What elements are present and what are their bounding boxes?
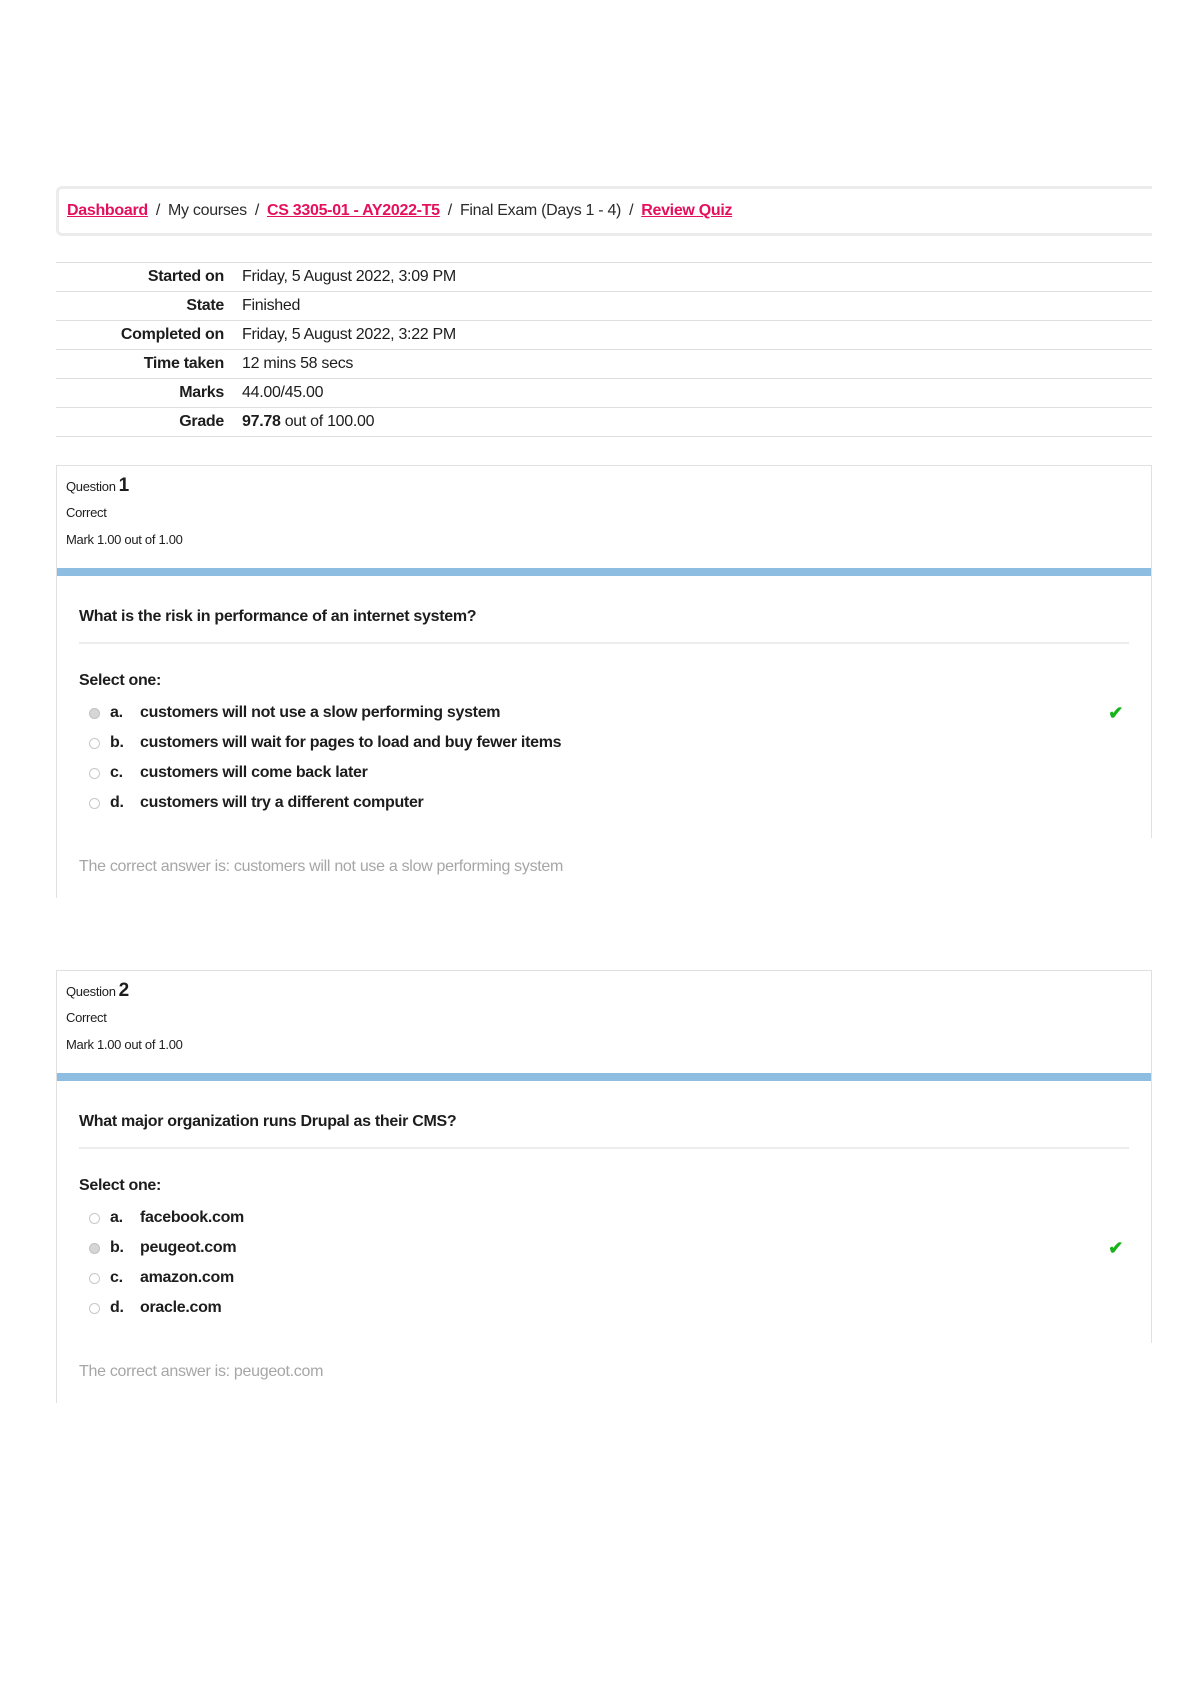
- quiz-review-page: [56, 186, 1152, 1403]
- question-content: [56, 1073, 1152, 1343]
- answer-letter: a.: [110, 704, 123, 721]
- summary-label: Time taken: [143, 355, 224, 372]
- answer-letter: d.: [110, 794, 124, 811]
- answer-option-d[interactable]: [79, 1293, 1129, 1323]
- question-1: [56, 465, 1152, 898]
- summary-value: [242, 408, 1152, 437]
- grade-score: 97.78: [242, 413, 281, 430]
- answer-letter: b.: [110, 734, 124, 751]
- question-number-value: 1: [118, 475, 129, 496]
- answer-option-a[interactable]: [79, 1203, 1129, 1233]
- question-body: [57, 576, 1151, 838]
- question-number-value: 2: [118, 980, 129, 1001]
- breadcrumb-review-quiz-link[interactable]: Review Quiz: [641, 202, 733, 219]
- question-mark: Mark 1.00 out of 1.00: [66, 532, 183, 547]
- question-feedback: The correct answer is: customers will not use a slow performing system: [56, 838, 1152, 898]
- summary-value: Friday, 5 August 2022, 3:09 PM: [242, 268, 456, 285]
- breadcrumb-final-exam: Final Exam (Days 1 - 4): [459, 202, 622, 219]
- question-divider: [79, 1147, 1129, 1149]
- radio-icon[interactable]: [89, 798, 100, 809]
- breadcrumb-separator: /: [155, 202, 161, 219]
- question-feedback: The correct answer is: peugeot.com: [56, 1343, 1152, 1403]
- question-top-bar: [57, 1073, 1151, 1081]
- summary-value: 44.00/45.00: [242, 384, 324, 401]
- summary-label: Grade: [179, 413, 224, 430]
- question-state: Correct: [66, 1010, 107, 1025]
- question-top-bar: [57, 568, 1151, 576]
- answer-text: amazon.com: [140, 1269, 234, 1286]
- check-icon: ✔: [1108, 702, 1123, 723]
- summary-label: State: [186, 297, 224, 314]
- answer-letter: a.: [110, 1209, 123, 1226]
- summary-value: Finished: [242, 297, 301, 314]
- question-prefix: Question: [66, 984, 116, 999]
- radio-icon[interactable]: [89, 1213, 100, 1224]
- question-text: What is the risk in performance of an internet system?: [79, 608, 477, 625]
- summary-label: Completed on: [120, 326, 224, 343]
- answer-text: facebook.com: [140, 1209, 244, 1226]
- breadcrumb-my-courses: My courses: [168, 202, 247, 219]
- answer-prompt: Select one:: [79, 1177, 162, 1194]
- summary-row-grade: [56, 408, 1152, 437]
- check-icon: ✔: [1108, 1237, 1123, 1258]
- answer-text: customers will wait for pages to load and buy fewer items: [140, 734, 562, 751]
- summary-value: Friday, 5 August 2022, 3:22 PM: [242, 326, 456, 343]
- radio-icon[interactable]: [89, 1273, 100, 1284]
- answer-option-d[interactable]: [79, 788, 1129, 818]
- summary-row-marks: [56, 379, 1152, 408]
- answer-option-a[interactable]: [79, 698, 1129, 728]
- question-number: [66, 475, 1142, 497]
- summary-row-started: [56, 263, 1152, 292]
- summary-row-completed: [56, 321, 1152, 350]
- breadcrumb-separator: /: [629, 202, 634, 219]
- question-content: [56, 568, 1152, 838]
- breadcrumb-separator: /: [254, 202, 259, 219]
- answer-prompt: Select one:: [79, 672, 162, 689]
- summary-row-state: [56, 292, 1152, 321]
- radio-icon[interactable]: [89, 1303, 100, 1314]
- question-mark: Mark 1.00 out of 1.00: [66, 1037, 183, 1052]
- answer-text: customers will not use a slow performing system: [140, 704, 501, 721]
- grade-out-of: out of 100.00: [280, 413, 375, 430]
- question-info: [56, 465, 1152, 568]
- breadcrumb-course-link[interactable]: CS 3305-01 - AY2022-T5: [267, 202, 440, 219]
- answer-text: oracle.com: [140, 1299, 222, 1316]
- answer-option-b[interactable]: [79, 1233, 1129, 1263]
- answer-letter: c.: [110, 764, 123, 781]
- question-info: [56, 970, 1152, 1073]
- summary-label: Started on: [147, 268, 224, 285]
- answer-text: customers will try a different computer: [140, 794, 424, 811]
- question-text: What major organization runs Drupal as their CMS?: [79, 1113, 457, 1130]
- radio-icon[interactable]: [89, 1243, 100, 1254]
- answer-letter: b.: [110, 1239, 124, 1256]
- summary-row-time-taken: [56, 350, 1152, 379]
- question-number: [66, 980, 1142, 1002]
- breadcrumb: [56, 186, 1152, 236]
- answer-letter: d.: [110, 1299, 124, 1316]
- attempt-summary-table: [56, 262, 1152, 437]
- summary-value: 12 mins 58 secs: [242, 355, 354, 372]
- question-divider: [79, 642, 1129, 644]
- answer-text: customers will come back later: [140, 764, 368, 781]
- breadcrumb-dashboard-link[interactable]: Dashboard: [67, 202, 148, 219]
- question-body: [57, 1081, 1151, 1343]
- breadcrumb-separator: /: [447, 202, 452, 219]
- radio-icon[interactable]: [89, 738, 100, 749]
- answer-option-c[interactable]: [79, 758, 1129, 788]
- answer-letter: c.: [110, 1269, 123, 1286]
- question-2: [56, 970, 1152, 1403]
- answer-list: [79, 698, 1129, 818]
- answer-text: peugeot.com: [140, 1239, 237, 1256]
- radio-icon[interactable]: [89, 768, 100, 779]
- answer-option-c[interactable]: [79, 1263, 1129, 1293]
- answer-list: [79, 1203, 1129, 1323]
- question-prefix: Question: [66, 479, 116, 494]
- radio-icon[interactable]: [89, 708, 100, 719]
- question-state: Correct: [66, 505, 107, 520]
- summary-label: Marks: [179, 384, 224, 401]
- answer-option-b[interactable]: [79, 728, 1129, 758]
